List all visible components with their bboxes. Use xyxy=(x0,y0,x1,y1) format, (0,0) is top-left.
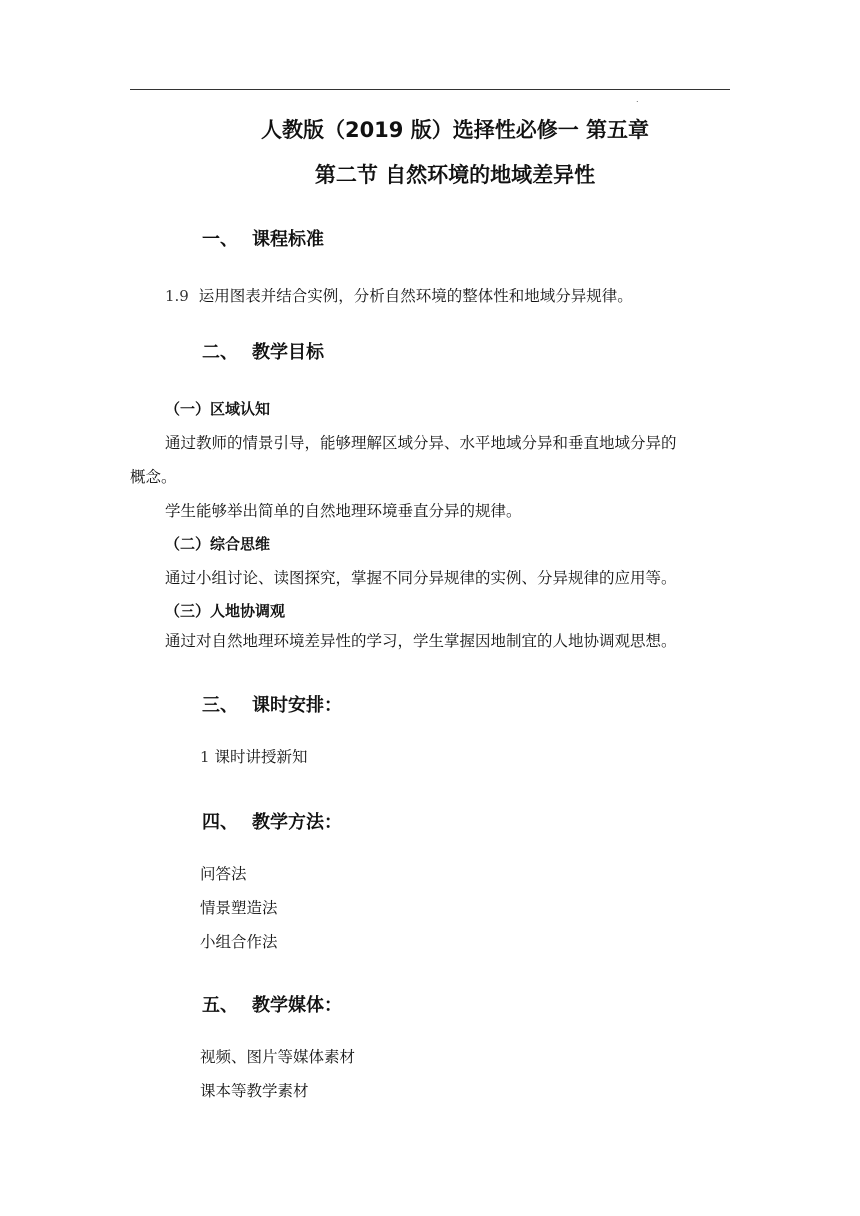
goal-paragraph: 学生能够举出简单的自然地理环境垂直分异的规律。 xyxy=(165,502,522,520)
section-number: 四、 xyxy=(202,812,238,833)
section-number: 一、 xyxy=(202,229,238,250)
section-title: 教学目标 xyxy=(252,342,324,363)
goal-heading-human-land: （三）人地协调观 xyxy=(165,602,286,620)
goal-paragraph: 通过小组讨论、读图探究，掌握不同分异规律的实例、分异规律的应用等。 xyxy=(165,569,677,587)
goal-heading-regional-cognition: （一）区域认知 xyxy=(165,400,271,418)
title-line-2: 第二节 自然环境的地域差异性 xyxy=(314,163,596,187)
header-dot: . xyxy=(636,95,639,104)
title-line-1: 人教版（2019 版）选择性必修一 第五章 xyxy=(260,118,650,142)
method-item: 问答法 xyxy=(200,865,247,883)
section-heading-teaching-goals xyxy=(202,338,324,364)
media-item: 课本等教学素材 xyxy=(200,1082,309,1100)
media-item: 视频、图片等媒体素材 xyxy=(200,1048,356,1066)
section-title: 教学方法： xyxy=(252,812,342,833)
goal-paragraph-continued: 概念。 xyxy=(130,468,177,486)
header-rule xyxy=(130,89,730,90)
goal-paragraph: 通过对自然地理环境差异性的学习，学生掌握因地制宜的人地协调观思想。 xyxy=(165,632,677,650)
section-title: 课时安排： xyxy=(252,695,342,716)
section-number: 五、 xyxy=(202,995,238,1016)
standard-text: 运用图表并结合实例，分析自然环境的整体性和地域分异规律。 xyxy=(198,287,633,305)
section-heading-methods xyxy=(202,808,342,834)
goal-heading-integrated-thinking: （二）综合思维 xyxy=(165,535,271,553)
section-heading-media xyxy=(202,991,342,1017)
method-item: 小组合作法 xyxy=(200,933,278,951)
method-item: 情景塑造法 xyxy=(200,899,278,917)
schedule-item xyxy=(200,745,308,767)
section-title: 课程标准 xyxy=(252,229,324,250)
goal-paragraph: 通过教师的情景引导，能够理解区域分异、水平地域分异和垂直地域分异的 xyxy=(165,434,677,452)
standard-code: 1.9 xyxy=(165,287,189,305)
course-standard-item xyxy=(165,284,633,306)
section-number: 二、 xyxy=(202,342,238,363)
schedule-text: 课时讲授新知 xyxy=(214,748,308,766)
section-number: 三、 xyxy=(202,695,238,716)
section-heading-course-standard xyxy=(202,225,324,251)
section-heading-schedule xyxy=(202,691,342,717)
schedule-number: 1 xyxy=(200,748,210,766)
section-title: 教学媒体： xyxy=(252,995,342,1016)
